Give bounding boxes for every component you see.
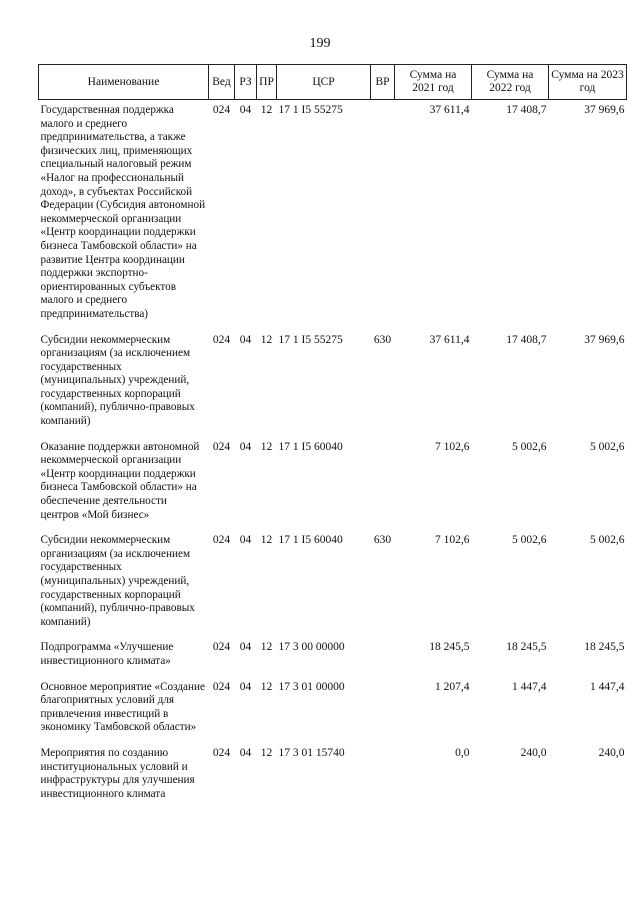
row-ved: 024	[212, 333, 231, 346]
row-name: Основное мероприятие «Создание благоприятных условий для привлечения инвестиций в экономику Тамбовской области»	[40, 680, 205, 734]
row-sum-2021: 7 102,6	[435, 534, 470, 547]
row-sum-2023: 240,0	[598, 746, 625, 759]
row-vr	[371, 437, 395, 531]
row-vr: 630	[373, 534, 392, 547]
row-csr: 17 3 01 15740	[278, 746, 345, 759]
header-ved: Вед	[209, 65, 235, 100]
budget-table	[38, 64, 627, 809]
table-row	[39, 743, 627, 809]
row-sum-2021: 18 245,5	[429, 641, 470, 654]
row-rz: 04	[239, 104, 252, 116]
header-pr: ПР	[257, 65, 277, 100]
header-name: Наименование	[39, 65, 209, 100]
row-sum-2022: 1 447,4	[512, 680, 547, 693]
row-rz: 04	[239, 641, 252, 654]
table-row	[39, 437, 627, 531]
row-ved: 024	[212, 104, 231, 116]
row-sum-2022: 5 002,6	[512, 440, 547, 453]
header-sum-2021: Сумма на 2021 год	[395, 65, 472, 100]
row-rz: 04	[239, 440, 252, 453]
row-rz: 04	[239, 534, 252, 547]
row-ved: 024	[212, 641, 231, 654]
row-sum-2022: 18 245,5	[506, 641, 547, 654]
row-pr: 12	[260, 641, 273, 654]
table-row	[39, 637, 627, 676]
row-pr: 12	[260, 746, 273, 759]
row-ved: 024	[212, 440, 231, 453]
row-sum-2022: 17 408,7	[506, 333, 547, 346]
header-sum-2023: Сумма на 2023 год	[549, 65, 627, 100]
row-csr: 17 3 01 00000	[278, 680, 345, 693]
row-vr: 630	[373, 333, 392, 346]
row-ved: 024	[212, 680, 231, 693]
row-sum-2021: 1 207,4	[435, 680, 470, 693]
row-ved: 024	[212, 746, 231, 759]
row-sum-2021: 37 611,4	[429, 333, 470, 346]
table-row	[39, 100, 627, 330]
row-name: Мероприятия по созданию институциональных условий и инфраструктуры для улучшения инвестиционного климата	[40, 746, 195, 800]
row-sum-2021: 0,0	[455, 746, 470, 759]
header-sum-2022: Сумма на 2022 год	[472, 65, 549, 100]
table-row	[39, 330, 627, 437]
row-sum-2022: 240,0	[520, 746, 547, 759]
row-vr	[371, 743, 395, 809]
table-row	[39, 530, 627, 637]
row-vr	[371, 100, 395, 330]
row-rz: 04	[239, 680, 252, 693]
row-name: Подпрограмма «Улучшение инвестиционного климата»	[40, 641, 174, 667]
row-pr: 12	[260, 333, 273, 346]
header-vr: ВР	[371, 65, 395, 100]
row-vr	[371, 637, 395, 676]
header-rz: РЗ	[235, 65, 257, 100]
row-name: Субсидии некоммерческим организациям (за исключением государственных (муниципальных) учреждений, государственных корпораций (компаний), публично-правовых компаний)	[40, 333, 195, 428]
row-csr: 17 1 I5 60040	[278, 534, 343, 547]
row-sum-2023: 37 969,6	[584, 104, 625, 116]
row-pr: 12	[260, 440, 273, 453]
row-sum-2023: 1 447,4	[590, 680, 625, 693]
row-sum-2021: 7 102,6	[435, 440, 470, 453]
row-ved: 024	[212, 534, 231, 547]
row-name: Оказание поддержки автономной некоммерческой организации «Центр координации поддержки бизнеса Тамбовской области» на обеспечение деятельности центров «Мой бизнес»	[40, 440, 200, 521]
row-sum-2022: 17 408,7	[506, 104, 547, 116]
row-pr: 12	[260, 680, 273, 693]
row-vr	[371, 677, 395, 743]
row-rz: 04	[239, 746, 252, 759]
row-sum-2021: 37 611,4	[429, 104, 470, 116]
row-name: Государственная поддержка малого и среднего предпринимательства, а также физических лиц, применяющих специальный налоговый режим «Налог на профессиональный доход», в субъектах Российской Федерации (Субсидия автономной некоммерческой организации «Центр координации поддержки бизнеса Тамбовской области» на развитие Центра координации поддержки экспортно-ориентированных субъектов малого и среднего предпринимательства)	[40, 104, 206, 320]
row-pr: 12	[260, 534, 273, 547]
row-sum-2023: 5 002,6	[590, 440, 625, 453]
row-sum-2023: 5 002,6	[590, 534, 625, 547]
row-name: Субсидии некоммерческим организациям (за исключением государственных (муниципальных) учреждений, государственных корпораций (компаний), публично-правовых компаний)	[40, 534, 195, 628]
row-csr: 17 1 I5 55275	[278, 333, 343, 346]
page-number: 199	[309, 36, 331, 51]
row-csr: 17 1 I5 60040	[278, 440, 343, 453]
table-header-row	[39, 65, 627, 100]
row-csr: 17 3 00 00000	[278, 641, 345, 654]
row-csr: 17 1 I5 55275	[278, 104, 343, 116]
header-csr: ЦСР	[277, 65, 371, 100]
row-pr: 12	[260, 104, 273, 116]
table-row	[39, 677, 627, 743]
row-rz: 04	[239, 333, 252, 346]
row-sum-2022: 5 002,6	[512, 534, 547, 547]
row-sum-2023: 18 245,5	[584, 641, 625, 654]
row-sum-2023: 37 969,6	[584, 333, 625, 346]
